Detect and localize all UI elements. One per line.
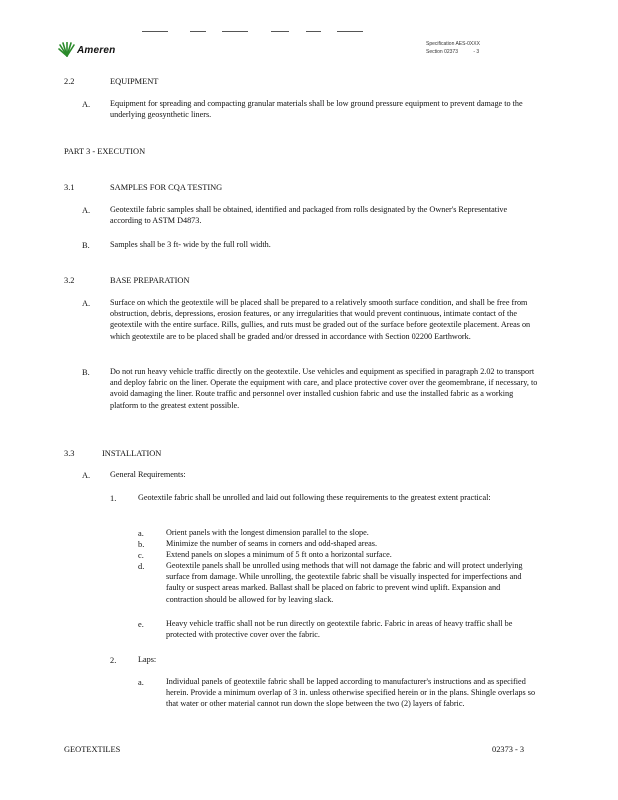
paragraph-text: Do not run heavy vehicle traffic directly on the geotextile. Use vehicles and equipment as specified in paragraph 2.02 to transport and deploy fabric on the liner. Operate the equipment with care, and place protective cover over the geomembrane, if necessary, to avoid damaging the liner. Route traffic and personnel over installed cushion fabric and use the installed fabric as a working platform to the greatest extent possible. [110, 367, 538, 410]
header-rule-5 [306, 31, 321, 32]
list-item-text: Individual panels of geotextile fabric shall be lapped according to manufacturer's instructions and as specified herein. Provide a minimum overlap of 3 in. unless otherwise specified herein or in the plans. Shingle overlaps so that water or other material cannot run down the slope between the two (2) layers of fabric. [166, 677, 536, 709]
list-number: 2. [110, 656, 117, 665]
section-number: 3.1 [64, 183, 75, 192]
paragraph-text: Samples shall be 3 ft- wide by the full roll width. [110, 240, 271, 249]
section-number: 3.2 [64, 276, 75, 285]
section-number: 2.2 [64, 77, 75, 86]
list-item-text: Minimize the number of seams in corners and odd-shaped areas. [166, 539, 377, 548]
paragraph-letter: A. [82, 299, 91, 308]
section-line: Section 02373 - 3 [426, 49, 480, 55]
spec-reference [426, 40, 480, 56]
header-rule-6 [337, 31, 363, 32]
list-item-text: Orient panels with the longest dimension parallel to the slope. [166, 528, 369, 537]
paragraph-text: General Requirements: [110, 470, 186, 479]
footer-page-number: 02373 - 3 [492, 745, 525, 754]
logo-text: Ameren [77, 44, 116, 56]
list-number: 1. [110, 494, 117, 503]
footer-title: GEOTEXTILES [64, 745, 121, 754]
list-item-text: Geotextile panels shall be unrolled using methods that will not damage the fabric and will protect underlying surface from damage. While unrolling, the geotextile fabric shall be visually inspected for imperfections and faulty or suspect areas marked. Ballast shall be placed on fabric to prevent wind uplift. Expansion and contraction should be allowed for by leaving slack. [166, 561, 523, 604]
paragraph-text: Geotextile fabric samples shall be obtained, identified and packaged from rolls designated by the Owner's Representative according to ASTM D4873. [110, 205, 508, 226]
header-rule-2 [190, 31, 206, 32]
paragraph-text: Laps: [138, 655, 157, 664]
list-item-letter: c. [138, 551, 144, 560]
spec-line: Specification AES-0XXX [426, 41, 480, 47]
list-item-letter: a. [138, 678, 144, 687]
section-number: 3.3 [64, 449, 75, 458]
ameren-logo [58, 42, 115, 58]
paragraph-text: Surface on which the geotextile will be placed shall be prepared to a relatively smooth surface condition, and shall be free from obstruction, debris, depressions, erosion features, or any irregularities that would prevent continuous, intimate contact of the geotextile with the entire surface. Rills, gullies, and ruts must be graded out of the surface before geotextile placement. Areas on which geotextile are to be placed shall be graded and/or dressed in accordance with Section 02200 Earthwork. [110, 298, 531, 341]
paragraph-text: Geotextile fabric shall be unrolled and laid out following these requirements to the greatest extent practical: [138, 493, 491, 502]
header-rule-4 [271, 31, 289, 32]
paragraph-letter: A. [82, 100, 91, 109]
header-rule-3 [222, 31, 248, 32]
paragraph-letter: B. [82, 241, 90, 250]
paragraph-text: Equipment for spreading and compacting granular materials shall be low ground pressure equipment to prevent damage to the underlying geosynthetic liners. [110, 99, 523, 120]
header-rule-1 [142, 31, 168, 32]
list-item-letter: b. [138, 540, 145, 549]
section-title: INSTALLATION [102, 449, 162, 458]
paragraph-letter: A. [82, 206, 91, 215]
list-item-text: Extend panels on slopes a minimum of 5 ft onto a horizontal surface. [166, 550, 392, 559]
part-heading: PART 3 - EXECUTION [64, 147, 146, 156]
section-title: SAMPLES FOR CQA TESTING [110, 183, 223, 192]
ameren-burst-icon [58, 42, 76, 58]
list-item-letter: e. [138, 620, 144, 629]
section-title: EQUIPMENT [110, 77, 159, 86]
list-item-letter: d. [138, 562, 145, 571]
list-item-letter: a. [138, 529, 144, 538]
list-item-text: Heavy vehicle traffic shall not be run directly on geotextile fabric. Fabric in areas of heavy traffic shall be protected with protective cover over the fabric. [166, 619, 513, 640]
paragraph-letter: B. [82, 368, 90, 377]
section-title: BASE PREPARATION [110, 276, 190, 285]
paragraph-letter: A. [82, 471, 91, 480]
